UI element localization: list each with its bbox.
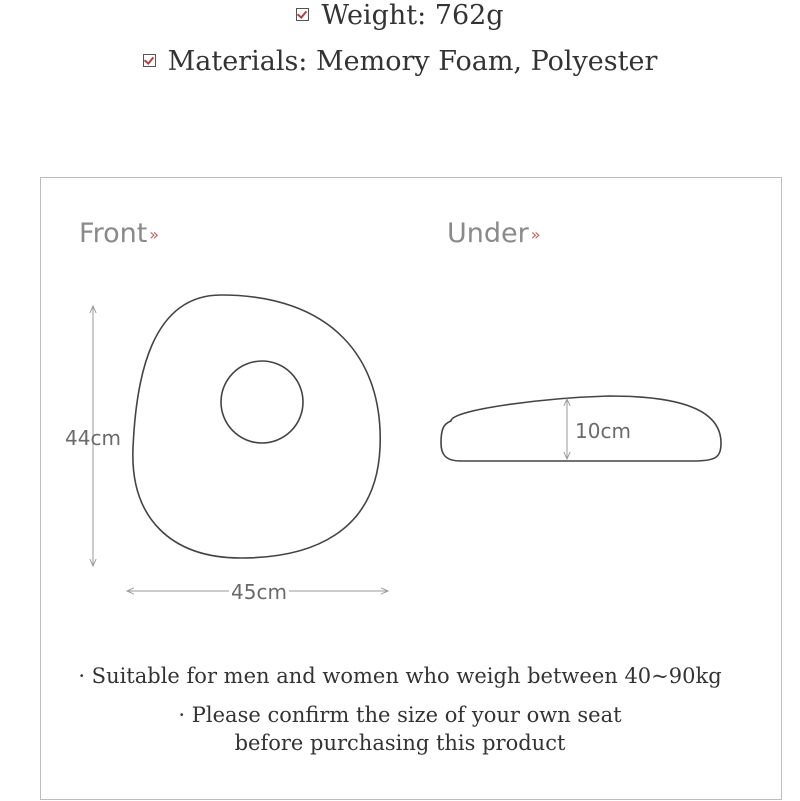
width-dimension-label: 45cm	[231, 580, 287, 604]
note-confirm-line1: · Please confirm the size of your own seat	[178, 703, 622, 727]
note-confirm-line2: before purchasing this product	[234, 731, 566, 755]
spec-materials-text: Materials: Memory Foam, Polyester	[167, 46, 658, 77]
front-view-title	[79, 218, 159, 249]
checkbox-icon	[143, 54, 156, 67]
spec-materials	[0, 46, 800, 78]
spec-weight-text: Weight: 762g	[321, 0, 504, 31]
chevron-right-icon: »	[530, 225, 541, 244]
chevron-right-icon: »	[149, 225, 160, 244]
height-dimension-label: 44cm	[65, 426, 121, 450]
thickness-dimension-label: 10cm	[575, 419, 631, 443]
spec-weight	[0, 0, 800, 32]
cushion-front-outline	[133, 295, 380, 558]
cushion-center-hole	[221, 361, 303, 443]
note-suitability: · Suitable for men and women who weigh between 40~90kg	[78, 664, 722, 688]
under-view-title-text: Under	[447, 218, 529, 249]
checkbox-icon	[296, 8, 309, 21]
front-view-title-text: Front	[79, 218, 148, 249]
under-view-title	[447, 218, 541, 249]
